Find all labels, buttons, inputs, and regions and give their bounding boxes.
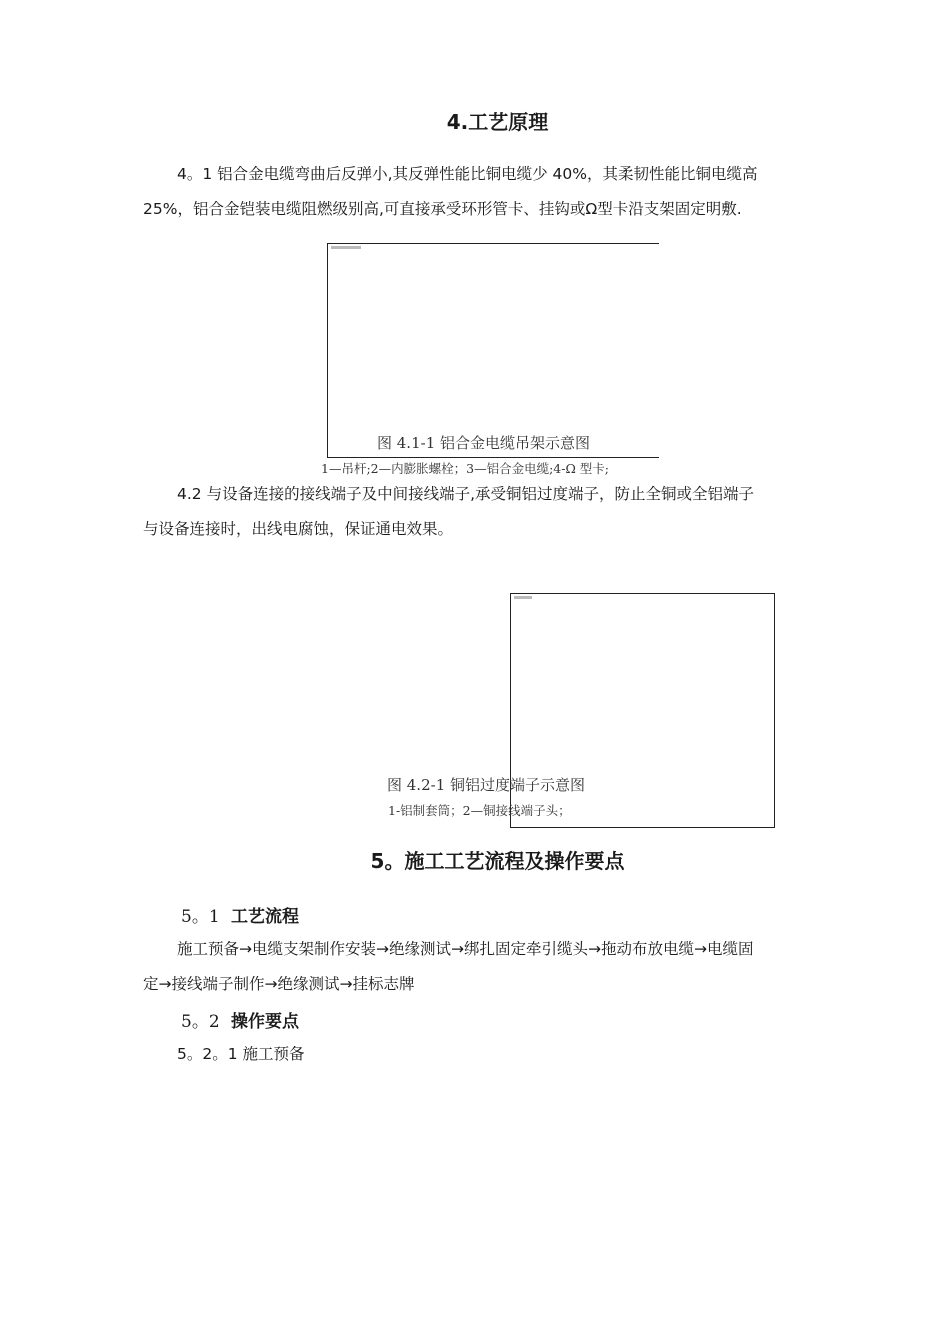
process-flow-line-1: 施工预备→电缆支架制作安装→绝缘测试→绑扎固定牵引缆头→拖动布放电缆→电缆固 (177, 940, 754, 958)
process-flow-line-2: 定→接线端子制作→绝缘测试→挂标志牌 (143, 975, 415, 993)
paragraph-4-1 (143, 157, 803, 227)
subsection-number: 5。1 (181, 907, 220, 927)
process-flow-paragraph (143, 932, 803, 1002)
figure-4-1-frame (327, 243, 659, 458)
subsection-5-2-heading (181, 1007, 299, 1032)
section-4-title: 4.工艺原理 (446, 110, 549, 134)
subsection-title: 工艺流程 (231, 907, 300, 927)
paragraph-4-2-line-2: 与设备连接时，出线电腐蚀，保证通电效果。 (143, 520, 454, 538)
figure-image-placeholder (514, 596, 532, 599)
subsection-5-2-1-heading: 5。2。1 施工预备 (177, 1045, 305, 1063)
figure-4-2-legend: 1-铝制套筒；2—铜接线端子头； (388, 803, 571, 818)
figure-image-placeholder (331, 246, 361, 249)
subsection-number: 5。2 (181, 1012, 220, 1032)
section-5-title: 5。施工工艺流程及操作要点 (370, 849, 625, 873)
paragraph-4-1-line-1: 4。1 铝合金电缆弯曲后反弹小,其反弹性能比铜电缆少 40%，其柔韧性能比铜电缆高 (177, 165, 758, 183)
figure-4-2-caption: 图 4.2-1 铜铝过度端子示意图 (387, 776, 586, 794)
paragraph-4-2 (143, 477, 803, 547)
figure-4-1-legend: 1—吊杆;2—内膨胀螺栓；3—铝合金电缆;4-Ω 型卡; (321, 461, 610, 476)
figure-4-1-caption: 图 4.1-1 铝合金电缆吊架示意图 (377, 434, 591, 452)
subsection-5-1-heading (181, 902, 299, 927)
subsection-title: 操作要点 (231, 1012, 300, 1032)
paragraph-4-2-line-1: 4.2 与设备连接的接线端子及中间接线端子,承受铜铝过度端子，防止全铜或全铝端子 (177, 485, 755, 503)
paragraph-4-1-line-2: 25%，铝合金铠装电缆阻燃级别高,可直接承受环形管卡、挂钩或Ω型卡沿支架固定明敷. (143, 200, 742, 218)
